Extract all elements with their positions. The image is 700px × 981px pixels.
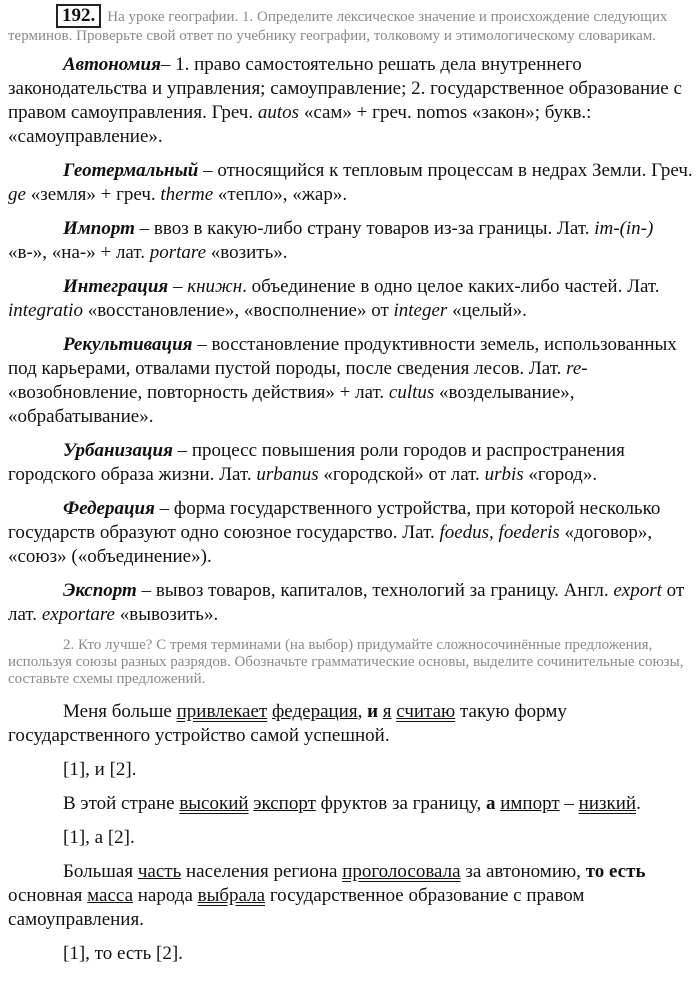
conjunction: а — [485, 793, 496, 814]
text: – ввоз в какую-либо страну товаров из-за границы. Лат. — [134, 218, 595, 239]
italic-text: autos — [257, 102, 300, 123]
definition-paragraph — [8, 53, 694, 149]
term: Импорт — [63, 218, 135, 239]
italic-text: urbanus — [256, 464, 319, 485]
italic-text: export — [613, 580, 662, 601]
predicate: проголосовала — [342, 861, 461, 882]
term: Урбанизация — [63, 440, 173, 461]
text: «в-», «на-» + лат. — [8, 242, 150, 263]
text: населения региона — [181, 861, 343, 882]
italic-text: urbis — [484, 464, 524, 485]
definition-paragraph — [8, 275, 694, 323]
answer-paragraph — [8, 792, 694, 816]
definition-paragraph — [8, 159, 694, 207]
text: – относящийся к тепловым процессам в недрах Земли. Греч. — [198, 160, 693, 181]
italic-text: im-(in-) — [594, 218, 654, 239]
text: фруктов за границу, — [315, 793, 486, 814]
text: Меня больше — [63, 701, 177, 722]
text: [1], а [2]. — [63, 827, 135, 848]
definition-paragraph — [8, 439, 694, 487]
italic-text: integer — [393, 300, 448, 321]
term: Интеграция — [63, 276, 169, 297]
subject: импорт — [500, 793, 560, 814]
italic-text: portare — [149, 242, 207, 263]
subject: федерация — [271, 701, 358, 722]
answer-paragraph — [8, 758, 694, 782]
task-2-instructions: 2. Кто лучше? С тремя терминами (на выбор) придумайте сложносочинённые предложения, используя союзы разных разрядов. Обозначьте грамматические основы, выделите сочинительные союзы, составьте схемы предложений. — [8, 637, 684, 687]
italic-text: foedus, foederis — [439, 522, 560, 543]
text: . объединение в одно целое каких-либо частей. Лат. — [242, 276, 660, 297]
text: [1], то есть [2]. — [63, 943, 183, 964]
text: «договор», «союз» («объединение»). — [8, 522, 653, 567]
italic-text: re- — [566, 358, 588, 379]
definition-paragraph — [8, 333, 694, 429]
predicate: считаю — [396, 701, 456, 722]
text: «возобновление, повторность действия» + лат. — [8, 382, 389, 403]
text: «целый». — [447, 300, 527, 321]
subject: масса — [87, 885, 133, 906]
text: «возделывание», «обрабатывание». — [8, 382, 575, 427]
text: такую форму государственного устройство самой успешной. — [8, 701, 567, 746]
text: от лат. — [8, 580, 685, 625]
text: государственное образование с правом самоуправления. — [8, 885, 585, 930]
exercise-number: 192. — [56, 4, 101, 28]
term: Экспорт — [63, 580, 137, 601]
text: – форма государственного устройства, при которой несколько государств образуют одно союзное государство. Лат. — [8, 498, 661, 543]
answer-paragraph — [8, 700, 694, 748]
predicate: привлекает — [176, 701, 268, 722]
subject: я — [382, 701, 392, 722]
task-1-text: На уроке географии. 1. Определите лексическое значение и происхождение следующих терминов. Проверьте свой ответ по учебнику географии, толковому и этимологическому словарикам. — [8, 9, 668, 44]
text: «земля» + греч. — [25, 184, 161, 205]
predicate: низкий — [578, 793, 637, 814]
text: – восстановление продуктивности земель, использованных под карьерами, отвалами пустой породы, после сведения лесов. Лат. — [8, 334, 677, 379]
text: основная — [8, 885, 88, 906]
definition-paragraph — [8, 217, 694, 265]
text: – 1. право самостоятельно решать дела внутреннего законодательства и управления; самоуправление; 2. государственное образование с правом самоуправления. Греч. — [8, 54, 682, 123]
text: , — [357, 701, 368, 722]
term: Автономия — [63, 54, 161, 75]
text: «вывозить». — [114, 604, 219, 625]
italic-text: integratio — [8, 300, 83, 321]
answer-paragraph — [8, 860, 694, 932]
text: [1], и [2]. — [63, 759, 137, 780]
text: Большая — [63, 861, 138, 882]
task-1-instructions — [8, 4, 694, 45]
text: «город». — [523, 464, 598, 485]
text: за автономию, — [460, 861, 586, 882]
answer-paragraph — [8, 826, 694, 850]
conjunction: то есть — [585, 861, 646, 882]
predicate: высокий — [179, 793, 249, 814]
text: народа — [133, 885, 198, 906]
term: Федерация — [63, 498, 155, 519]
text: – вывоз товаров, капиталов, технологий за границу. Англ. — [136, 580, 614, 601]
text: «возить». — [206, 242, 288, 263]
italic-text: therme — [160, 184, 214, 205]
text: В этой стране — [63, 793, 180, 814]
text: «городской» от лат. — [318, 464, 485, 485]
text: . — [636, 793, 641, 814]
text: – — [559, 793, 579, 814]
italic-text: книжн — [187, 276, 243, 297]
definition-paragraph — [8, 497, 694, 569]
text: «сам» + греч. nomos «закон»; букв.: «самоуправление». — [8, 102, 592, 147]
conjunction: и — [367, 701, 379, 722]
definition-paragraph — [8, 579, 694, 627]
text: – — [168, 276, 188, 297]
subject: экспорт — [253, 793, 316, 814]
term: Геотермальный — [63, 160, 199, 181]
text: – процесс повышения роли городов и распространения городского образа жизни. Лат. — [8, 440, 625, 485]
answers — [8, 700, 694, 966]
term: Рекультивация — [63, 334, 193, 355]
definitions — [8, 53, 694, 627]
italic-text: cultus — [388, 382, 435, 403]
italic-text: exportare — [41, 604, 115, 625]
text: «тепло», «жар». — [213, 184, 348, 205]
text: «восстановление», «восполнение» от — [82, 300, 394, 321]
italic-text: ge — [8, 184, 26, 205]
answer-paragraph — [8, 942, 694, 966]
predicate: выбрала — [197, 885, 266, 906]
subject: часть — [137, 861, 182, 882]
